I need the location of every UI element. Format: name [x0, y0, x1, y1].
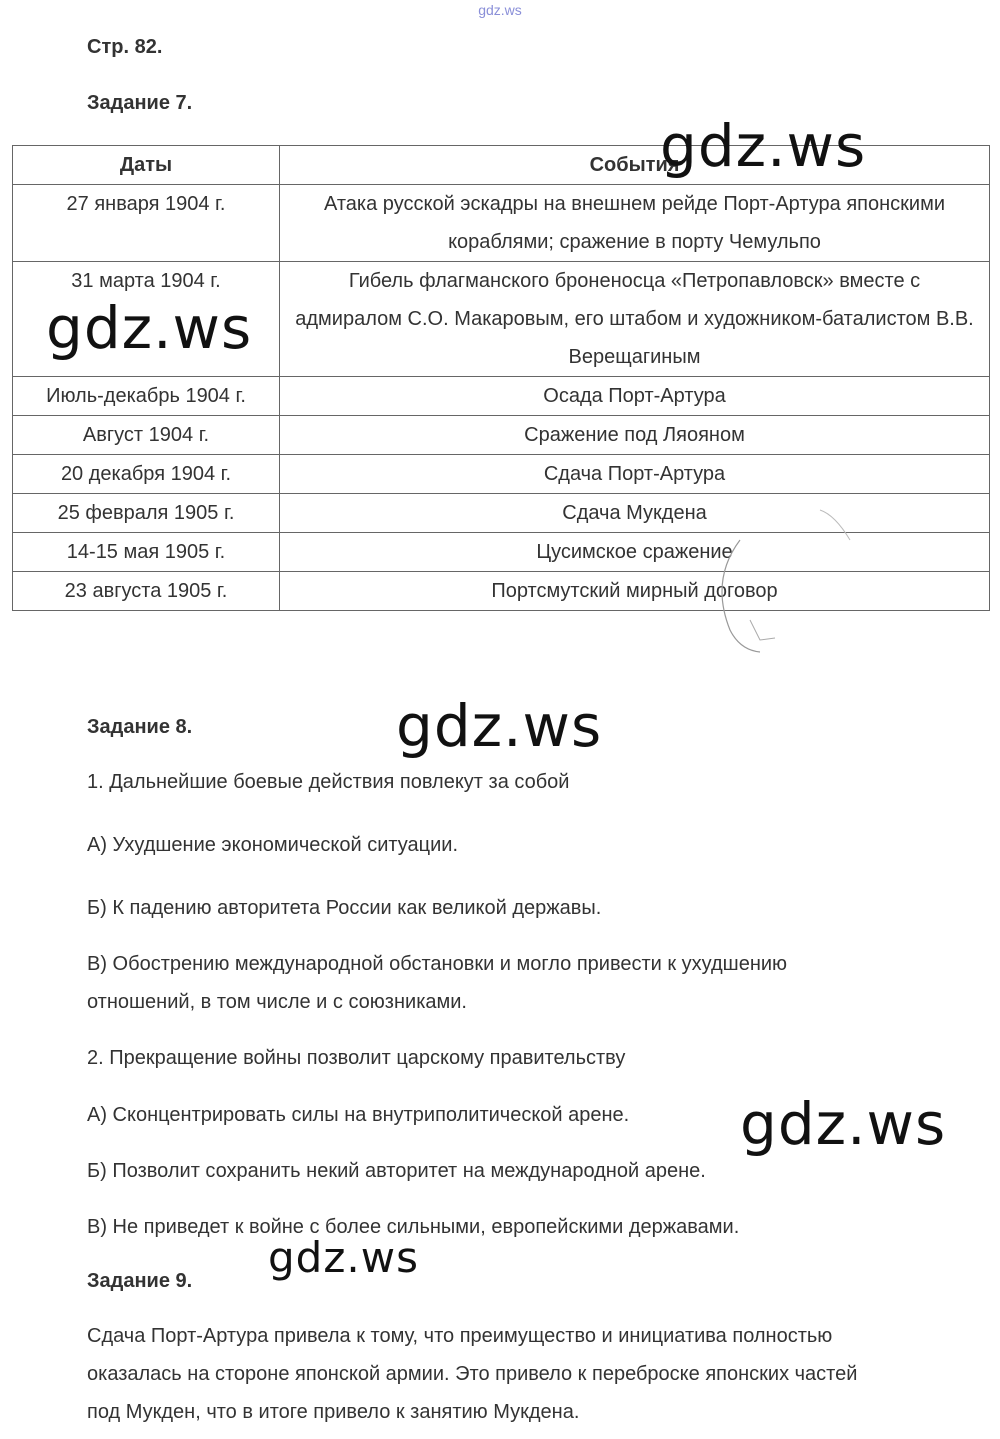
task9-heading: Задание 9. [87, 1270, 193, 1292]
watermark-5: gdz.ws [268, 1233, 419, 1282]
event-cell: Осада Порт-Артура [280, 377, 990, 416]
column-header-events: События [280, 146, 990, 185]
table-row [13, 416, 990, 455]
date-cell: 14-15 мая 1905 г. [13, 533, 280, 572]
events-table [12, 145, 990, 611]
date-cell: Июль-декабрь 1904 г. [13, 377, 280, 416]
table-row [13, 533, 990, 572]
task7-heading: Задание 7. [87, 92, 193, 114]
date-cell: 20 декабря 1904 г. [13, 455, 280, 494]
watermark-1: gdz.ws [660, 112, 867, 180]
event-cell: Гибель флагманского броненосца «Петропавловск» вместе с адмиралом С.О. Макаровым, его штабом и художником-баталистом В.В. Верещагиным [280, 262, 990, 377]
date-cell: 25 февраля 1905 г. [13, 494, 280, 533]
watermark-4: gdz.ws [740, 1090, 947, 1158]
event-cell: Цусимское сражение [280, 533, 990, 572]
table-row [13, 377, 990, 416]
task8-heading: Задание 8. [87, 716, 193, 738]
watermark-3: gdz.ws [396, 692, 603, 760]
event-cell: Портсмутский мирный договор [280, 572, 990, 611]
date-cell: 23 августа 1905 г. [13, 572, 280, 611]
event-cell: Сражение под Ляояном [280, 416, 990, 455]
task8-answer2b: Б) Позволит сохранить некий авторитет на международной арене. [87, 1160, 706, 1182]
watermark-2: gdz.ws [46, 294, 253, 362]
table-row [13, 572, 990, 611]
event-cell: Атака русской эскадры на внешнем рейде Порт-Артура японскими кораблями; сражение в порту Чемульпо [280, 185, 990, 262]
table-row [13, 185, 990, 262]
table-row [13, 494, 990, 533]
column-header-dates: Даты [13, 146, 280, 185]
date-cell: 31 марта 1904 г. [13, 262, 280, 377]
table-row [13, 455, 990, 494]
task9-line3: под Мукден, что в итоге привело к занятию Мукдена. [87, 1401, 580, 1423]
task8-answer1c-line1: В) Обострению международной обстановки и могло привести к ухудшению [87, 953, 788, 975]
task8-answer2c: В) Не приведет к войне с более сильными, европейскими державами. [87, 1216, 740, 1238]
task8-question2: 2. Прекращение войны позволит царскому правительству [87, 1047, 626, 1069]
date-cell: Август 1904 г. [13, 416, 280, 455]
task8-answer1a: А) Ухудшение экономической ситуации. [87, 834, 459, 856]
task9-line2: оказалась на стороне японской армии. Это привело к переброске японских частей [87, 1363, 858, 1385]
task8-answer1c-line2: отношений, в том числе и с союзниками. [87, 991, 467, 1013]
page-label: Стр. 82. [87, 36, 163, 58]
event-cell: Сдача Мукдена [280, 494, 990, 533]
task8-answer2a: А) Сконцентрировать силы на внутриполитической арене. [87, 1104, 630, 1126]
task8-question1: 1. Дальнейшие боевые действия повлекут за собой [87, 771, 570, 793]
watermark-top: gdz.ws [478, 2, 522, 18]
event-cell: Сдача Порт-Артура [280, 455, 990, 494]
task8-answer1b: Б) К падению авторитета России как великой державы. [87, 897, 602, 919]
date-cell: 27 января 1904 г. [13, 185, 280, 262]
task9-line1: Сдача Порт-Артура привела к тому, что преимущество и инициатива полностью [87, 1325, 833, 1347]
